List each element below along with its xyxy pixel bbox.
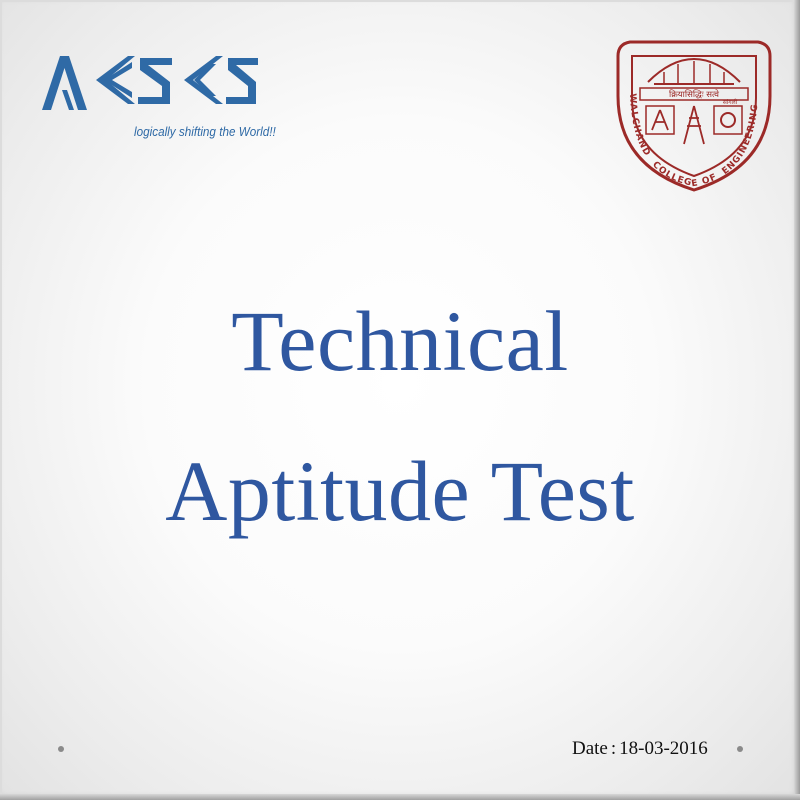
title-line-2: Aptitude Test [165,443,635,539]
walchand-college-seal [608,26,780,194]
seal-ring-left: WALCHAND [627,93,653,159]
seal-ring-bottom: COLLEGE OF [650,159,720,190]
seal-motto: क्रियासिद्धिः सत्वे [669,90,719,100]
slide-right-shadow [794,0,800,800]
seal-ring-right: ENGINEERING [720,103,761,177]
date-value: 18-03-2016 [619,738,708,759]
slide-bottom-shadow [0,794,800,800]
date-text [572,738,708,760]
seal-inner-text: सांगली [722,99,738,106]
acses-tagline: logically shifting the World!! [134,124,276,139]
date-separator: : [610,738,617,759]
acses-logo [40,50,276,150]
footer-bullet-left [58,746,64,752]
date-label: Date [572,738,608,759]
footer-bullet-right [737,746,743,752]
title-line-1: Technical [231,293,569,389]
acses-logo-mark [40,50,260,120]
